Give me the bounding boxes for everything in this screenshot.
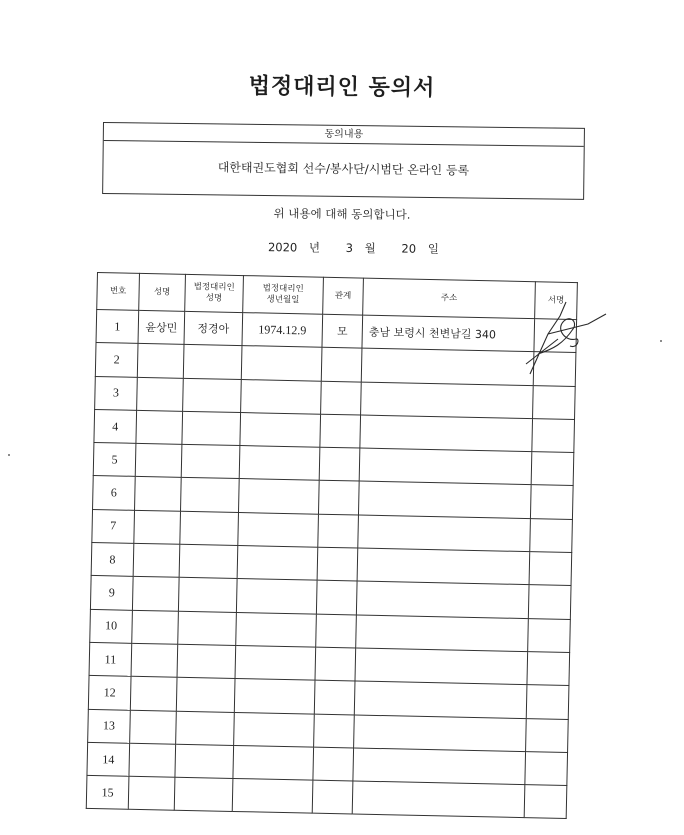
date-day-label: 일 xyxy=(427,241,439,256)
cell-number: 13 xyxy=(88,709,131,743)
cell-guardian-birth xyxy=(239,446,320,481)
cell-guardian-name xyxy=(177,644,236,679)
cell-guardian-birth xyxy=(235,645,316,680)
cell-relation xyxy=(321,348,362,382)
handwritten-signature xyxy=(518,294,608,379)
agreement-statement: 위 내용에 대해 동의합니다. xyxy=(273,206,411,222)
cell-name xyxy=(133,543,180,577)
cell-guardian-birth xyxy=(238,479,319,514)
header-address: 주소 xyxy=(363,278,536,319)
cell-signature xyxy=(532,419,575,453)
cell-signature xyxy=(528,618,571,652)
cell-signature xyxy=(528,585,571,619)
cell-address xyxy=(358,482,531,519)
cell-relation xyxy=(317,547,358,581)
cell-name xyxy=(128,776,175,810)
cell-name xyxy=(129,743,176,777)
cell-name xyxy=(135,444,182,478)
cell-name xyxy=(136,410,183,444)
cell-address: 충남 보령시 천변남길 340 xyxy=(362,315,535,352)
cell-guardian-name xyxy=(183,345,242,380)
header-guardian-birth: 법정대리인 생년월일 xyxy=(243,276,324,315)
cell-name xyxy=(135,477,182,511)
date-day: 20 xyxy=(401,241,417,256)
header-number: 번호 xyxy=(97,273,140,311)
cell-guardian-birth xyxy=(234,712,315,747)
cell-name xyxy=(132,577,179,611)
cell-guardian-birth xyxy=(236,579,317,614)
date-year-label: 년 xyxy=(308,240,321,255)
cell-relation xyxy=(318,481,359,515)
cell-name xyxy=(132,610,179,644)
cell-relation xyxy=(319,447,360,481)
consent-text: 대한태권도협회 선수/봉사단/시범단 온라인 등록 xyxy=(217,160,470,178)
cell-signature xyxy=(526,718,569,752)
cell-name xyxy=(134,510,181,544)
cell-guardian-name xyxy=(176,678,235,713)
cell-number: 3 xyxy=(95,376,138,410)
cell-number: 12 xyxy=(88,676,131,710)
header-relation: 관계 xyxy=(323,277,364,315)
cell-relation: 모 xyxy=(322,314,363,348)
cell-address xyxy=(354,681,527,718)
cell-address xyxy=(358,515,531,552)
cell-address xyxy=(360,415,533,452)
cell-number: 6 xyxy=(93,476,136,510)
cell-address xyxy=(361,382,534,419)
cell-number: 7 xyxy=(92,509,135,543)
cell-number: 5 xyxy=(93,443,136,477)
cell-number: 8 xyxy=(91,543,134,577)
cell-name: 윤상민 xyxy=(138,310,185,344)
cell-relation xyxy=(313,747,354,781)
date-line xyxy=(268,239,439,257)
cell-relation xyxy=(321,381,362,415)
cell-guardian-name xyxy=(174,777,233,812)
scan-speck xyxy=(8,454,10,456)
cell-signature xyxy=(527,652,570,686)
guardian-consent-table xyxy=(86,272,578,819)
cell-address xyxy=(356,615,529,652)
cell-address xyxy=(356,581,529,618)
cell-address xyxy=(354,715,527,752)
cell-relation xyxy=(318,514,359,548)
cell-guardian-name xyxy=(175,744,234,779)
cell-guardian-name xyxy=(181,478,240,513)
cell-guardian-name xyxy=(179,544,238,579)
guardian-table-wrapper xyxy=(86,272,577,819)
cell-name xyxy=(137,377,184,411)
cell-relation xyxy=(314,714,355,748)
cell-name xyxy=(130,710,177,744)
cell-guardian-name xyxy=(178,578,237,613)
date-year: 2020 xyxy=(267,240,298,255)
header-signature: 서명 xyxy=(535,282,578,320)
cell-number: 1 xyxy=(96,310,139,344)
header-guardian-name: 법정대리인 성명 xyxy=(185,274,244,312)
scan-speck xyxy=(660,340,662,342)
consent-header: 동의내용 xyxy=(104,123,584,147)
cell-signature xyxy=(530,518,573,552)
consent-box xyxy=(102,122,585,200)
cell-signature xyxy=(525,751,568,785)
cell-guardian-birth xyxy=(234,679,315,714)
cell-guardian-birth xyxy=(237,546,318,581)
cell-name xyxy=(131,643,178,677)
cell-relation xyxy=(312,780,353,814)
cell-address xyxy=(352,781,525,818)
cell-relation xyxy=(320,414,361,448)
cell-guardian-birth: 1974.12.9 xyxy=(242,313,323,348)
header-name: 성명 xyxy=(139,273,186,311)
cell-relation xyxy=(316,581,357,615)
cell-address xyxy=(357,548,530,585)
cell-guardian-name: 정경아 xyxy=(184,311,243,346)
cell-number: 9 xyxy=(90,576,133,610)
date-month-label: 월 xyxy=(364,241,376,256)
cell-signature xyxy=(530,485,573,519)
document-title: 법정대리인 동의서 xyxy=(248,74,436,101)
cell-number: 14 xyxy=(87,742,130,776)
cell-guardian-birth xyxy=(236,612,317,647)
cell-number: 10 xyxy=(90,609,133,643)
cell-guardian-birth xyxy=(241,346,322,381)
cell-address xyxy=(361,348,534,385)
cell-guardian-name xyxy=(182,411,241,446)
cell-number: 15 xyxy=(86,776,129,810)
cell-relation xyxy=(314,680,355,714)
cell-guardian-name xyxy=(180,511,239,546)
cell-number: 11 xyxy=(89,642,132,676)
table-body xyxy=(86,310,576,819)
cell-name xyxy=(137,344,184,378)
cell-guardian-name xyxy=(178,611,237,646)
cell-address xyxy=(353,748,526,785)
cell-guardian-name xyxy=(181,445,240,480)
cell-relation xyxy=(316,614,357,648)
cell-number: 2 xyxy=(95,343,138,377)
cell-number: 4 xyxy=(94,409,137,443)
cell-signature xyxy=(529,552,572,586)
cell-relation xyxy=(315,647,356,681)
date-month: 3 xyxy=(345,240,354,255)
cell-guardian-name xyxy=(176,711,235,746)
cell-signature xyxy=(526,685,569,719)
cell-signature xyxy=(531,452,574,486)
cell-guardian-birth xyxy=(232,779,313,814)
cell-guardian-birth xyxy=(240,412,321,447)
cell-guardian-name xyxy=(183,378,242,413)
cell-guardian-birth xyxy=(238,512,319,547)
cell-guardian-birth xyxy=(241,379,322,414)
cell-address xyxy=(355,648,528,685)
cell-signature xyxy=(533,385,576,419)
cell-address xyxy=(359,448,532,485)
cell-guardian-birth xyxy=(233,745,314,780)
cell-name xyxy=(130,677,177,711)
cell-signature xyxy=(524,785,567,819)
